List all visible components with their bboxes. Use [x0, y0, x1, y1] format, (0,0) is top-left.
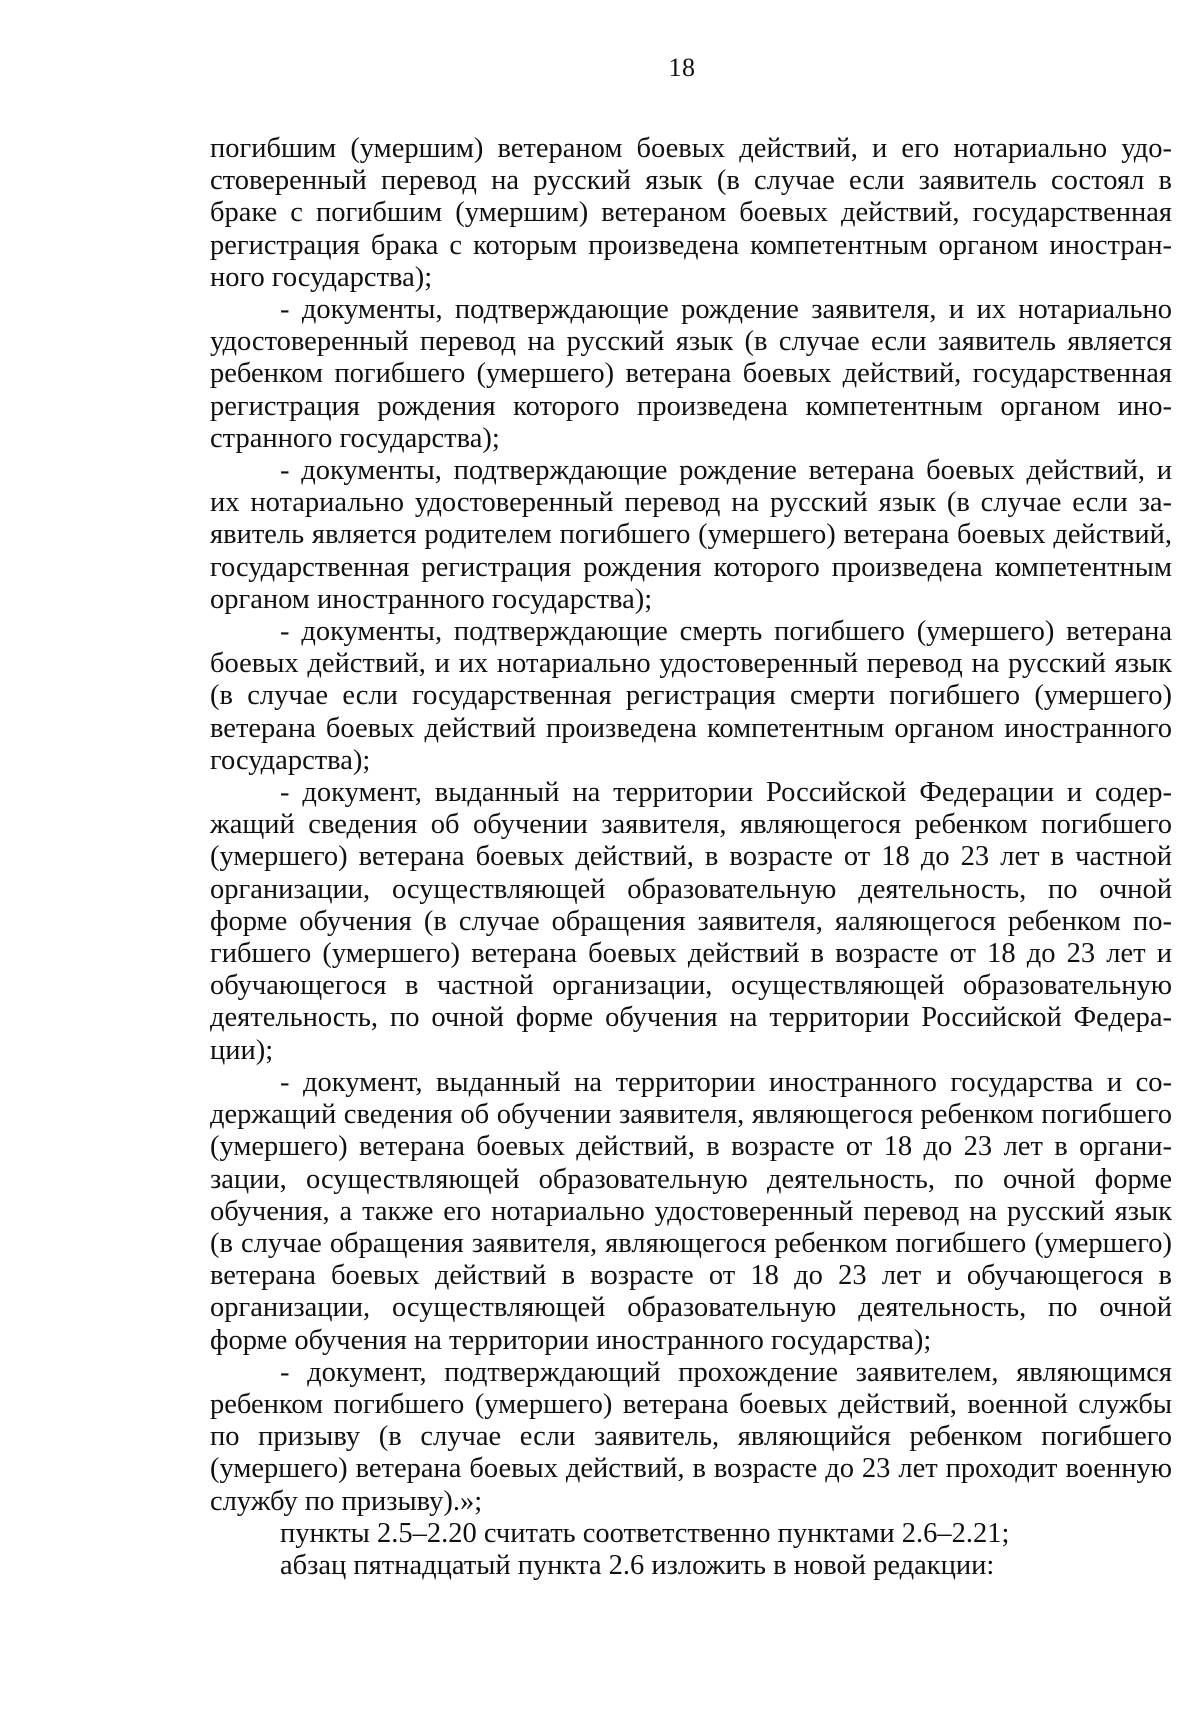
- list-item-military-service-document: - документ, подтверждающий прохождение заявителем, являющимся ребенком погибшего (умершего) ветерана боевых действий, военной службы по призыву (в случае если заявитель, являющийся ребенком погибшего (умершего) ветерана боевых действий, в возрасте до 23 лет проходит военную службу по призыву).»;: [210, 1356, 1172, 1517]
- list-item-veteran-birth-documents: - документы, подтверждающие рождение ветерана боевых действий, и их нотариально удостоверенный перевод на русский язык (в случае если заявитель является родителем погибшего (умершего) ветерана боевых действий, государственная регистрация рождения которого произведена компетентным органом иностранного государства);: [210, 455, 1172, 615]
- paragraph-new-wording: абзац пятнадцатый пункта 2.6 изложить в новой редакции:: [280, 1549, 995, 1581]
- paragraph-renumbering: пункты 2.5–2.20 считать соответственно пунктами 2.6–2.21;: [280, 1517, 1010, 1549]
- page-number: 18: [668, 53, 696, 82]
- list-item-rf-education-document: - документ, выданный на территории Российской Федерации и содержащий сведения об обучении заявителя, являющегося ребенком погибшего (умершего) ветерана боевых действий, в возрасте от 18 до 23 лет в частной организации, осуществляющей образовательную деятельность, по очной форме обучения (в случае обращения заявителя, яаляющегося ребенком погибшего (умершего) ветерана боевых действий в возрасте от 18 до 23 лет и обучающегося в частной организации, осуществляющей образовательную деятельность, по очной форме обучения на территории Российской Федерации);: [210, 777, 1172, 1066]
- list-item-foreign-education-document: - документ, выданный на территории иностранного государства и содержащий сведения об обучении заявителя, являющегося ребенком погибшего (умершего) ветерана боевых действий, в возрасте от 18 до 23 лет в организации, осуществляющей образовательную деятельность, по очной форме обучения, а также его нотариально удостоверенный перевод на русский язык (в случае обращения заявителя, являющегося ребенком погибшего (умершего) ветерана боевых действий в возрасте от 18 до 23 лет и обучающегося в организации, осуществляющей образовательную деятельность, по очной форме обучения на территории иностранного государства);: [210, 1066, 1172, 1356]
- paragraph-continuation: погибшим (умершим) ветераном боевых действий, и его нотариально удостоверенный перевод на русский язык (в случае если заявитель состоял в браке с погибшим (умершим) ветераном боевых действий, государственная регистрация брака с которым произведена компетентным органом иностранного государства);: [210, 133, 1172, 293]
- list-item-death-documents: - документы, подтверждающие смерть погибшего (умершего) ветерана боевых действий, и их нотариально удостоверенный перевод на русский язык (в случае если государственная регистрация смерти погибшего (умершего) ветерана боевых действий произведена компетентным органом иностранного государства);: [210, 616, 1172, 776]
- list-item-applicant-birth-documents: - документы, подтверждающие рождение заявителя, и их нотариально удостоверенный перевод на русский язык (в случае если заявитель является ребенком погибшего (умершего) ветерана боевых действий, государственная регистрация рождения которого произведена компетентным органом иностранного государства);: [210, 294, 1172, 454]
- body-text: [210, 133, 1172, 1582]
